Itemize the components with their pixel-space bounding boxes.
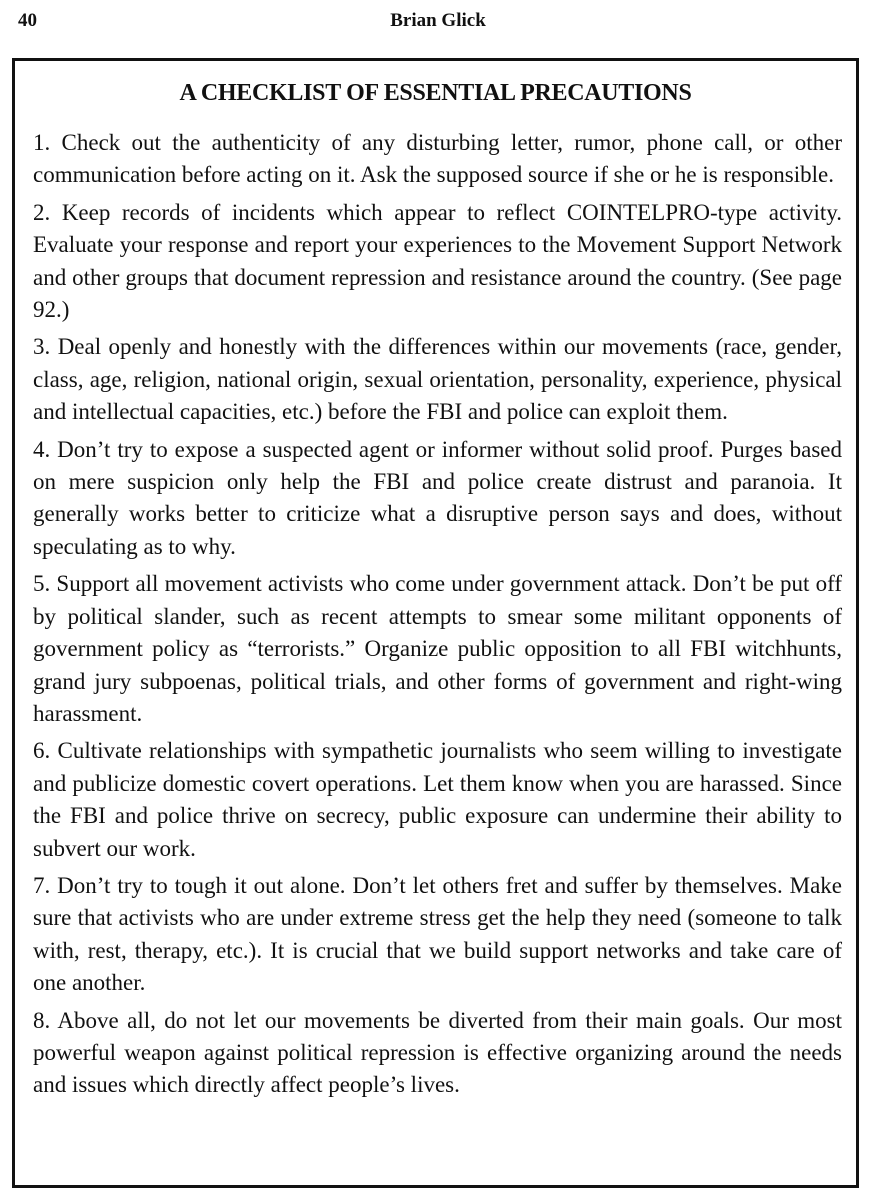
checklist-item: 6. Cultivate relationships with sympathetic journalists who seem willing to investigate and publicize domestic covert operations. Let them know when you are harassed. Since the FBI and police thrive on secrecy, public exposure can undermine their ability to subvert our work.: [33, 738, 842, 861]
checklist-item: 7. Don’t try to tough it out alone. Don’t let others fret and suffer by themselves. Make sure that activists who are under extreme stress get the help they need (someone to talk with, rest, therapy, etc.). It is crucial that we build support networks and take care of one another.: [33, 872, 842, 996]
checklist-items: [33, 127, 842, 1107]
checklist-item: 8. Above all, do not let our movements be diverted from their main goals. Our most powerful weapon against political repression is effective organizing around the needs and issues which directly affect people’s lives.: [33, 1007, 842, 1098]
checklist-item: 3. Deal openly and honestly with the differences within our movements (race, gender, class, age, religion, national origin, sexual orientation, personality, experience, physical and intellectual capacities, etc.) before the FBI and police can exploit them.: [33, 334, 842, 425]
checklist-item: 4. Don’t try to expose a suspected agent or informer without solid proof. Purges based on mere suspicion only help the FBI and police create distrust and paranoia. It generally works better to criticize what a disruptive person says and does, without speculating as to why.: [33, 436, 842, 559]
page-number: 40: [18, 10, 37, 31]
running-head-author: Brian Glick: [390, 10, 486, 31]
checklist-item: 5. Support all movement activists who come under government attack. Don’t be put off by political slander, such as recent attempts to smear some militant opponents of government policy as “terrorists.” Organize public opposition to all FBI witchhunts, grand jury subpoenas, political trials, and other forms of government and right-wing harassment.: [33, 571, 842, 726]
checklist-title: A CHECKLIST OF ESSENTIAL PRECAUTIONS: [179, 80, 692, 106]
checklist-item: 2. Keep records of incidents which appear to reflect COINTELPRO-type activity. Evaluate your response and report your experiences to the Movement Support Network and other groups that document repression and resistance around the country. (See page 92.): [33, 199, 842, 323]
checklist-box: [12, 58, 859, 1188]
page-header: [18, 10, 858, 40]
checklist-item: 1. Check out the authenticity of any disturbing letter, rumor, phone call, or other communication before acting on it. Ask the supposed source if she or he is responsible.: [33, 130, 842, 188]
